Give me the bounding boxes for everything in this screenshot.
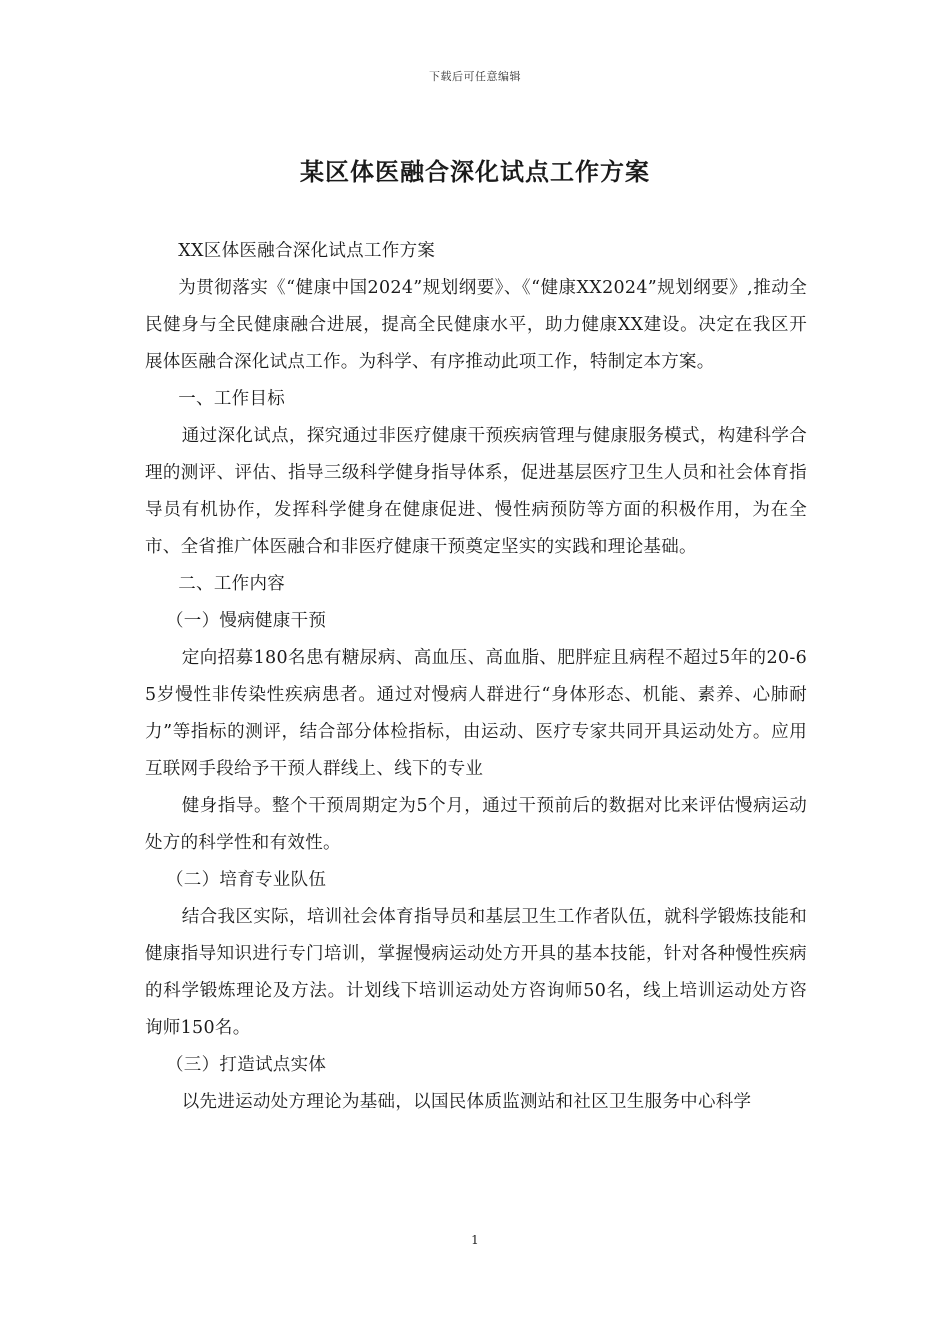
chronic-intervention-paragraph: 定向招募180名患有糖尿病、高血压、高血脂、肥胖症且病程不超过5年的20-65岁慢性非传染性疾病患者。通过对慢病人群进行“身体形态、机能、素养、心肺耐力”等指标的测评，结合部分体检指标，由运动、医疗专家共同开具运动处方。应用互联网手段给予干预人群线上、线下的专业 bbox=[145, 648, 807, 779]
section-heading-content: 二、工作内容 bbox=[178, 574, 286, 594]
intro-paragraph: 为贯彻落实《“健康中国2024”规划纲要》、《“健康XX2024”规划纲要》,推动全民健身与全民健康融合进展，提高全民健康水平，助力健康XX建设。决定在我区开展体医融合深化试点工作。为科学、有序推动此项工作，特制定本方案。 bbox=[145, 278, 807, 372]
fitness-guidance-paragraph: 健身指导。整个干预周期定为5个月，通过干预前后的数据对比来评估慢病运动处方的科学性和有效性。 bbox=[145, 796, 807, 853]
team-training-paragraph: 结合我区实际，培训社会体育指导员和基层卫生工作者队伍，就科学锻炼技能和健康指导知识进行专门培训，掌握慢病运动处方开具的基本技能，针对各种慢性疾病的科学锻炼理论及方法。计划线下培训运动处方咨询师50名，线上培训运动处方咨询师150名。 bbox=[145, 907, 807, 1038]
document-body bbox=[145, 233, 807, 1121]
pilot-entity-paragraph: 以先进运动处方理论为基础，以国民体质监测站和社区卫生服务中心科学 bbox=[181, 1092, 752, 1112]
document-title: 某区体医融合深化试点工作方案 bbox=[300, 157, 650, 186]
page-header-note: 下载后可任意编辑 bbox=[429, 70, 521, 83]
page-number: 1 bbox=[471, 1233, 479, 1247]
subheading-team-training: （二）培育专业队伍 bbox=[166, 870, 327, 890]
section-heading-goals: 一、工作目标 bbox=[178, 389, 286, 409]
subtitle-paragraph: XX区体医融合深化试点工作方案 bbox=[178, 241, 436, 261]
goals-paragraph: 通过深化试点，探究通过非医疗健康干预疾病管理与健康服务模式，构建科学合理的测评、评估、指导三级科学健身指导体系，促进基层医疗卫生人员和社会体育指导员有机协作，发挥科学健身在健康促进、慢性病预防等方面的积极作用，为在全市、全省推广体医融合和非医疗健康干预奠定坚实的实践和理论基础。 bbox=[145, 426, 807, 557]
subheading-pilot-entity: （三）打造试点实体 bbox=[166, 1055, 327, 1075]
subheading-chronic-intervention: （一）慢病健康干预 bbox=[166, 611, 327, 631]
